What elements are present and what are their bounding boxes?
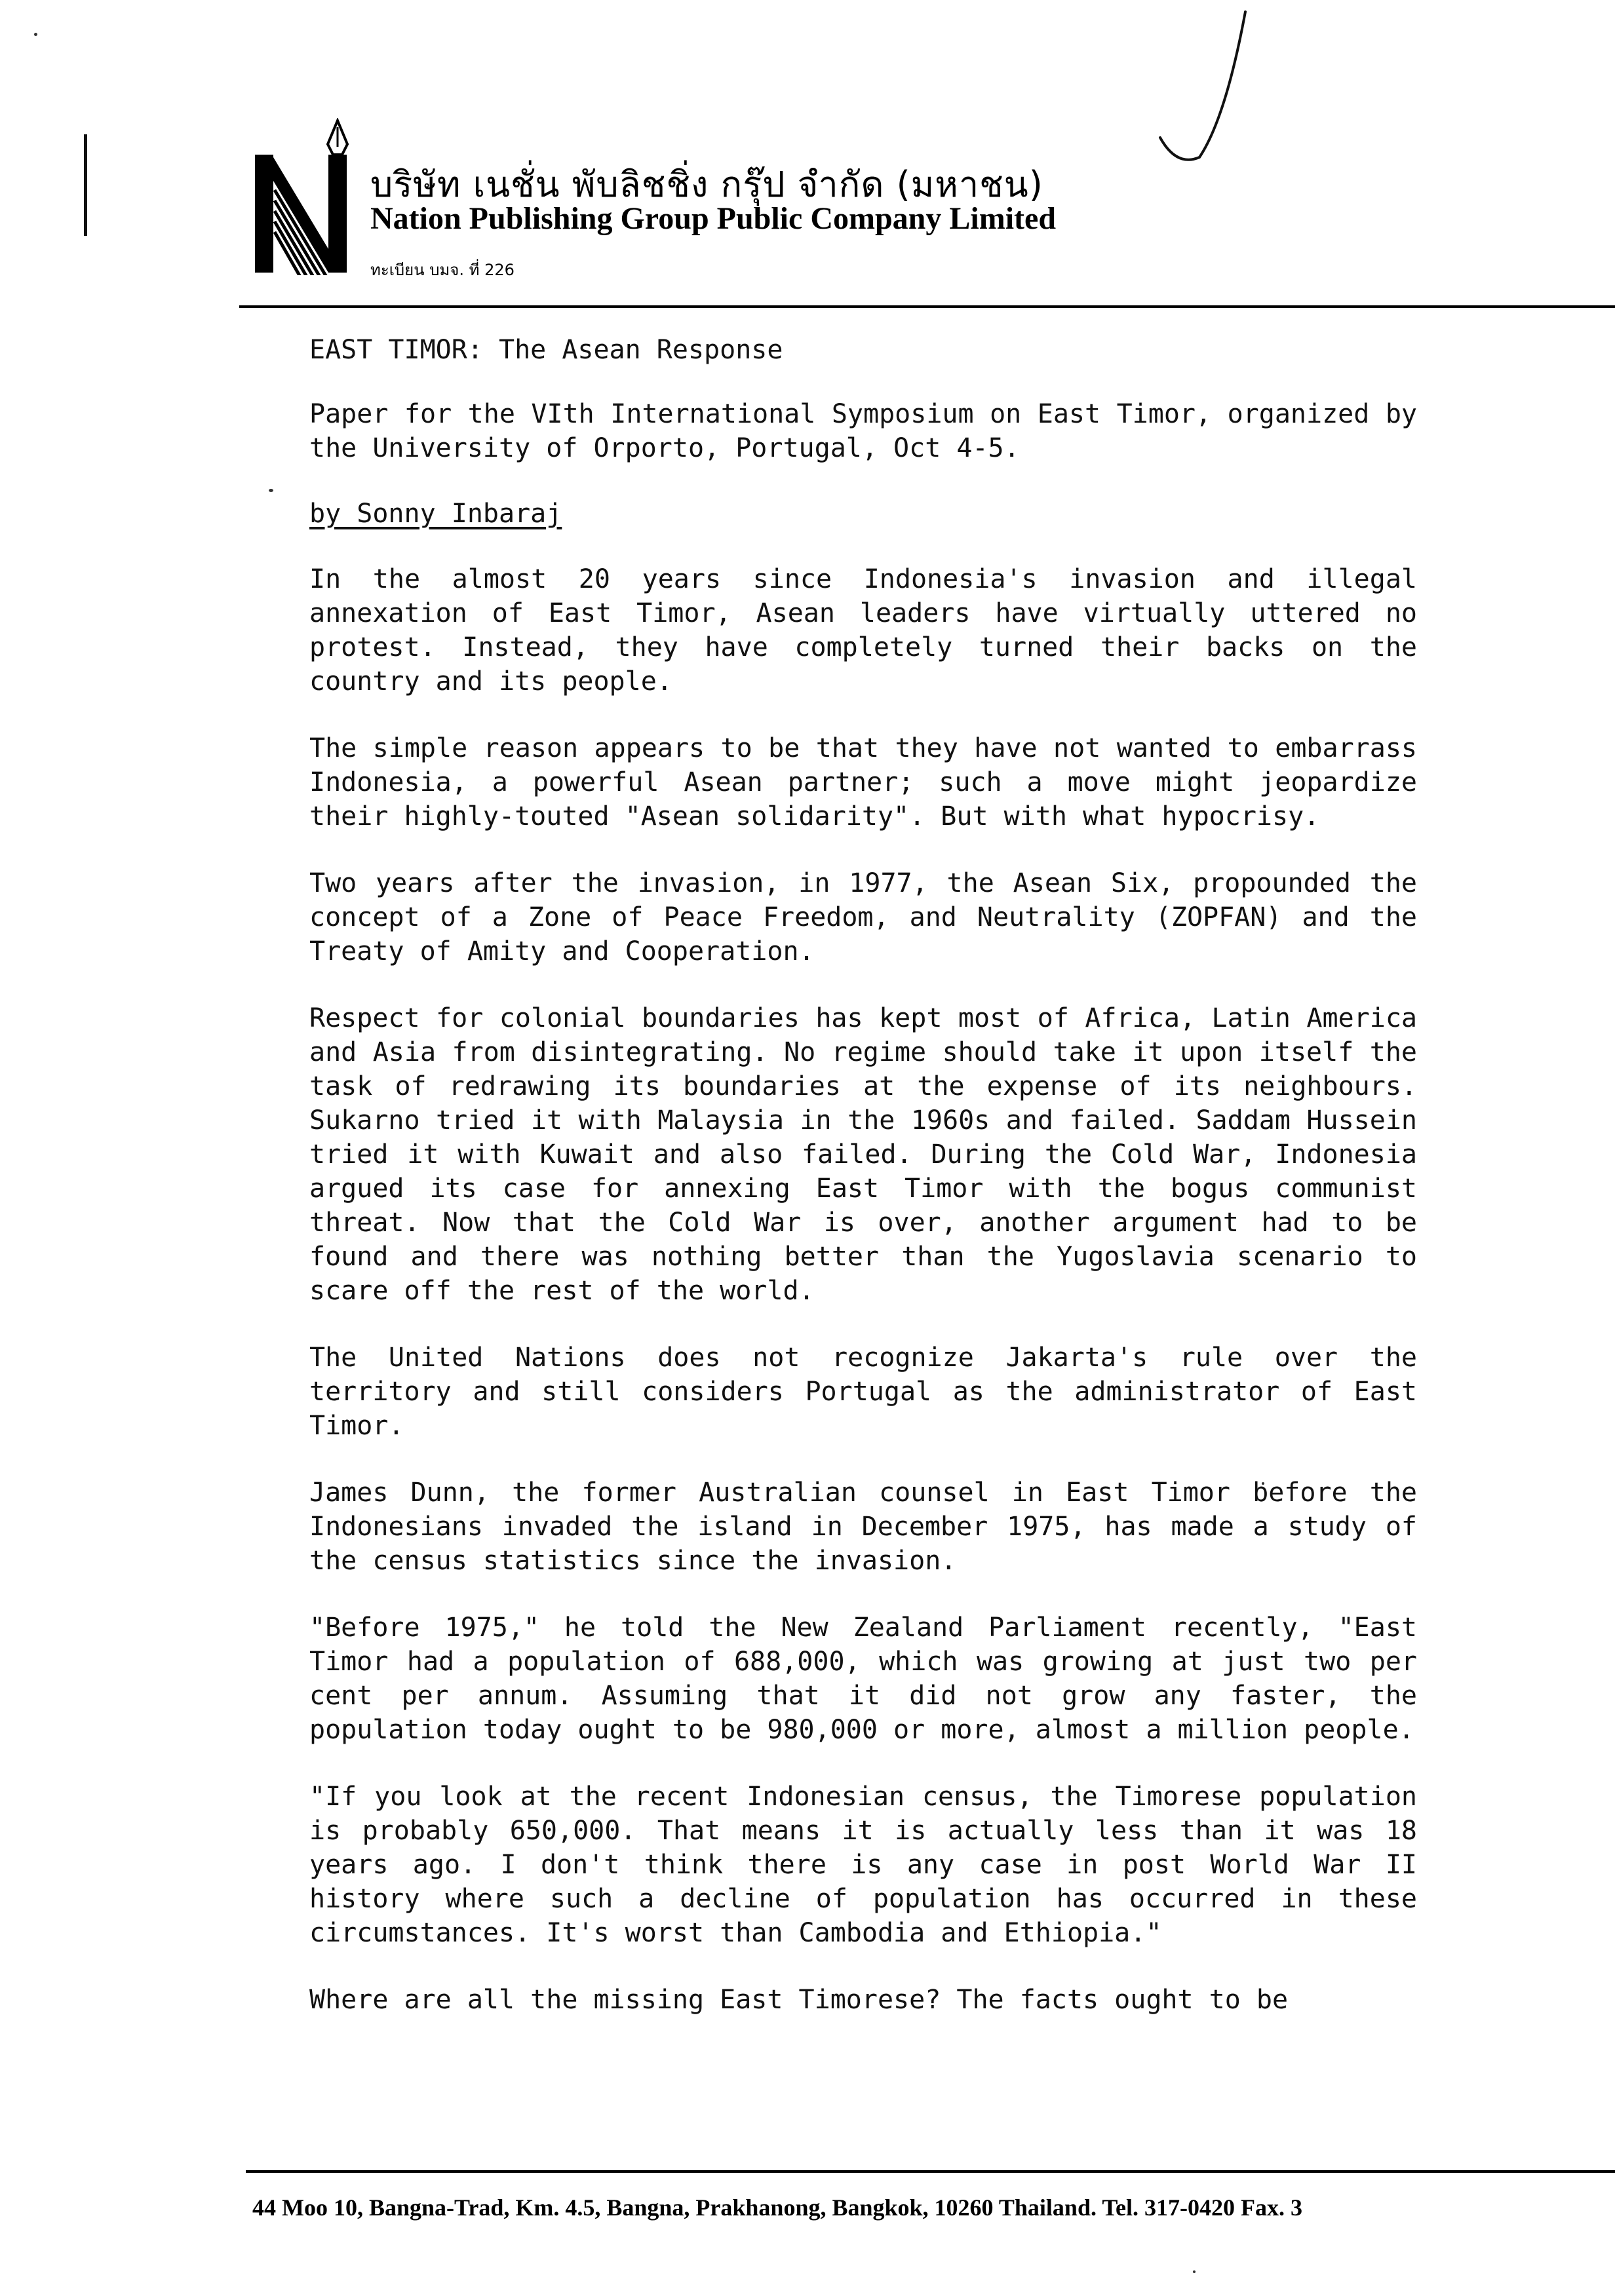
footer-address: 44 Moo 10, Bangna-Trad, Km. 4.5, Bangna, Prakhanong, Bangkok, 10260 Thailand. Tel. 317-0420 Fax. 3 bbox=[252, 2194, 1302, 2221]
paragraph: James Dunn, the former Australian counsel in East Timor before the Indonesians invaded the island in December 1975, has made a study of the census statistics since the invasion. bbox=[309, 1478, 1417, 1576]
company-name-english: Nation Publishing Group Public Company Limited bbox=[370, 201, 1057, 236]
paragraph: "Before 1975," he told the New Zealand Parliament recently, "East Timor had a population of 688,000, which was growing at just two per cent per annum. Assuming that it did not grow any faster, the population today ought to be 980,000 or more, almost a million people. bbox=[309, 1613, 1417, 1745]
paragraph: In the almost 20 years since Indonesia's invasion and illegal annexation of East Timor, Asean leaders have virtually uttered no protest. Instead, they have completely turned their backs on the country and its people. bbox=[309, 564, 1417, 697]
document-title: EAST TIMOR: The Asean Response bbox=[309, 335, 783, 365]
document-body bbox=[309, 333, 1417, 2050]
paragraph: Two years after the invasion, in 1977, the Asean Six, propounded the concept of a Zone of Peace Freedom, and Neutrality (ZOPFAN) and the Treaty of Amity and Cooperation. bbox=[309, 868, 1417, 966]
document-subtitle: Paper for the VIth International Symposium on East Timor, organized by the University of Orporto, Portugal, Oct 4-5. bbox=[309, 399, 1417, 463]
paragraph: The simple reason appears to be that they have not wanted to embarrass Indonesia, a powerful Asean partner; such a move might jeopardize their highly-touted "Asean solidarity". But with what hypocrisy. bbox=[309, 733, 1417, 832]
header-divider bbox=[239, 305, 1615, 308]
author-byline: by Sonny Inbaraj bbox=[309, 499, 562, 529]
scan-speck bbox=[269, 489, 273, 492]
scan-speck bbox=[34, 33, 37, 36]
footer-divider bbox=[246, 2170, 1615, 2173]
margin-mark bbox=[84, 134, 87, 236]
paragraph: Where are all the missing East Timorese? The facts ought to be bbox=[309, 1985, 1289, 2015]
scan-speck bbox=[1193, 2270, 1196, 2273]
paragraph: "If you look at the recent Indonesian census, the Timorese population is probably 650,000. That means it is actually less than it was 18 years ago. I don't think there is any case in post World War II history where such a decline of population has occurred in these circumstances. It's worst than Cambodia and Ethiopia." bbox=[309, 1782, 1417, 1948]
paragraph: The United Nations does not recognize Jakarta's rule over the territory and still considers Portugal as the administrator of East Timor. bbox=[309, 1343, 1417, 1441]
handwritten-checkmark-icon bbox=[1154, 7, 1252, 167]
registration-number: ทะเบียน บมจ. ที่ 226 bbox=[370, 261, 515, 279]
company-name-thai: บริษัท เนชั่น พับลิชชิ่ง กรุ๊ป จำกัด (มหาชน) bbox=[370, 164, 1043, 205]
nation-pen-logo-icon bbox=[252, 118, 357, 275]
paragraph: Respect for colonial boundaries has kept most of Africa, Latin America and Asia from disintegrating. No regime should take it upon itself the task of redrawing its boundaries at the expense of its neighbours. Sukarno tried it with Malaysia in the 1960s and failed. Saddam Hussein tried it with Kuwait and also failed. During the Cold War, Indonesia argued its case for annexing East Timor with the bogus communist threat. Now that the Cold War is over, another argument had to be found and there was nothing better than the Yugoslavia scenario to scare off the rest of the world. bbox=[309, 1003, 1417, 1306]
